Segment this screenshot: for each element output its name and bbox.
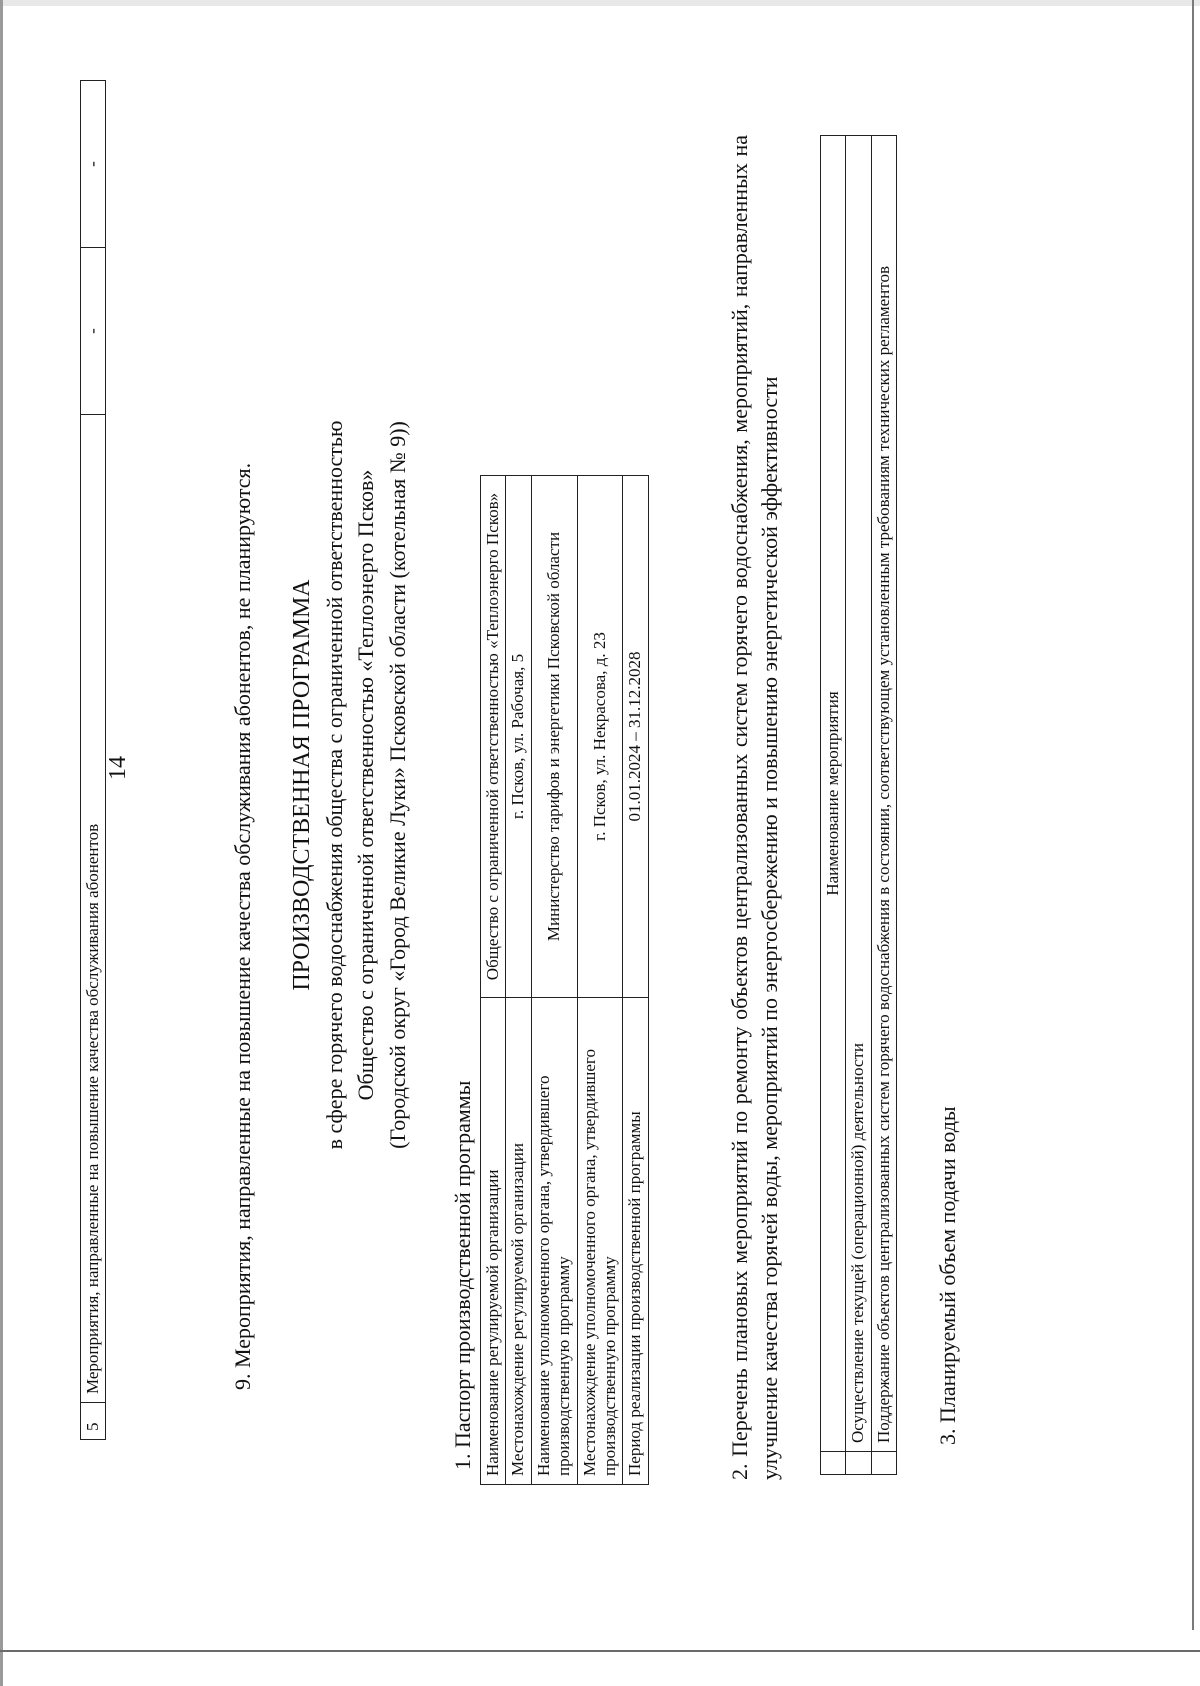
passport-value: Министерство тарифов и энергетики Псковской области xyxy=(531,476,577,998)
passport-label: Период реализации производственной программы xyxy=(623,998,648,1485)
table-row xyxy=(506,476,531,1485)
empty-cell xyxy=(871,1452,896,1475)
passport-label: Местонахождение регулируемой организации xyxy=(506,998,531,1485)
empty-cell xyxy=(846,1452,871,1475)
section2-text: 2. Перечень плановых мероприятий по ремонту объектов централизованных систем горячего водоснабжения, мероприятий, направленных на улучшение качества горячей воды, мероприятий по энергосбережению и повышению энергетической эффективности xyxy=(727,135,782,1480)
program-subtitle-1: в сфере горячего водоснабжения общества с ограниченной ответственностью xyxy=(322,420,348,1150)
section9-text: 9. Мероприятия, направленные на повышение качества обслуживания абонентов, не планируются. xyxy=(230,462,255,1390)
row-value-1: - xyxy=(81,248,106,415)
passport-label: Наименование регулируемой организации xyxy=(481,998,506,1485)
program-subtitle-3: (Городской округ «Город Великие Луки» Псковской области (котельная № 9)) xyxy=(384,421,410,1149)
table-row xyxy=(871,136,896,1475)
passport-label: Местонахождение уполномоченного органа, утвердившего производственную программу xyxy=(577,998,623,1485)
program-subtitle-2: Общество с ограниченной ответственностью «Теплоэнерго Псков» xyxy=(353,469,379,1101)
table-row xyxy=(81,81,106,1440)
passport-value: 01.01.2024 – 31.12.2028 xyxy=(623,476,648,998)
measure-item: Поддержание объектов централизованных систем горячего водоснабжения в состоянии, соответствующем установленным требованиям технических регламентов xyxy=(871,136,896,1452)
program-title-block xyxy=(285,170,413,1400)
passport-value: г. Псков, ул. Некрасова, д. 23 xyxy=(577,476,623,998)
section3-heading: 3. Планируемый объем подачи воды xyxy=(935,1106,960,1445)
row-number: 5 xyxy=(81,1403,106,1440)
program-title: ПРОИЗВОДСТВЕННАЯ ПРОГРАММА xyxy=(289,579,315,991)
measures-header: Наименование мероприятия xyxy=(821,136,846,1452)
page-number: 14 xyxy=(105,756,131,780)
table-row xyxy=(531,476,577,1485)
passport-table xyxy=(480,475,649,1485)
scan-edge-bottom xyxy=(0,1650,1200,1652)
row-text: Мероприятия, направленные на повышение качества обслуживания абонентов xyxy=(81,415,106,1403)
measure-item: Осуществление текущей (операционной) деятельности xyxy=(846,136,871,1452)
row-value-2: - xyxy=(81,81,106,248)
section5-table xyxy=(80,80,106,1440)
passport-value: г. Псков, ул. Рабочая, 5 xyxy=(506,476,531,998)
scan-edge-right xyxy=(1192,0,1194,1630)
passport-heading: 1. Паспорт производственной программы xyxy=(450,1080,475,1470)
table-row xyxy=(481,476,506,1485)
empty-cell xyxy=(821,1452,846,1475)
table-row xyxy=(577,476,623,1485)
table-row xyxy=(623,476,648,1485)
measures-table xyxy=(820,135,897,1475)
table-row xyxy=(821,136,846,1475)
table-row xyxy=(846,136,871,1475)
passport-value: Общество с ограниченной ответственностью «Теплоэнерго Псков» xyxy=(481,476,506,998)
passport-label: Наименование уполномоченного органа, утвердившего производственную программу xyxy=(531,998,577,1485)
